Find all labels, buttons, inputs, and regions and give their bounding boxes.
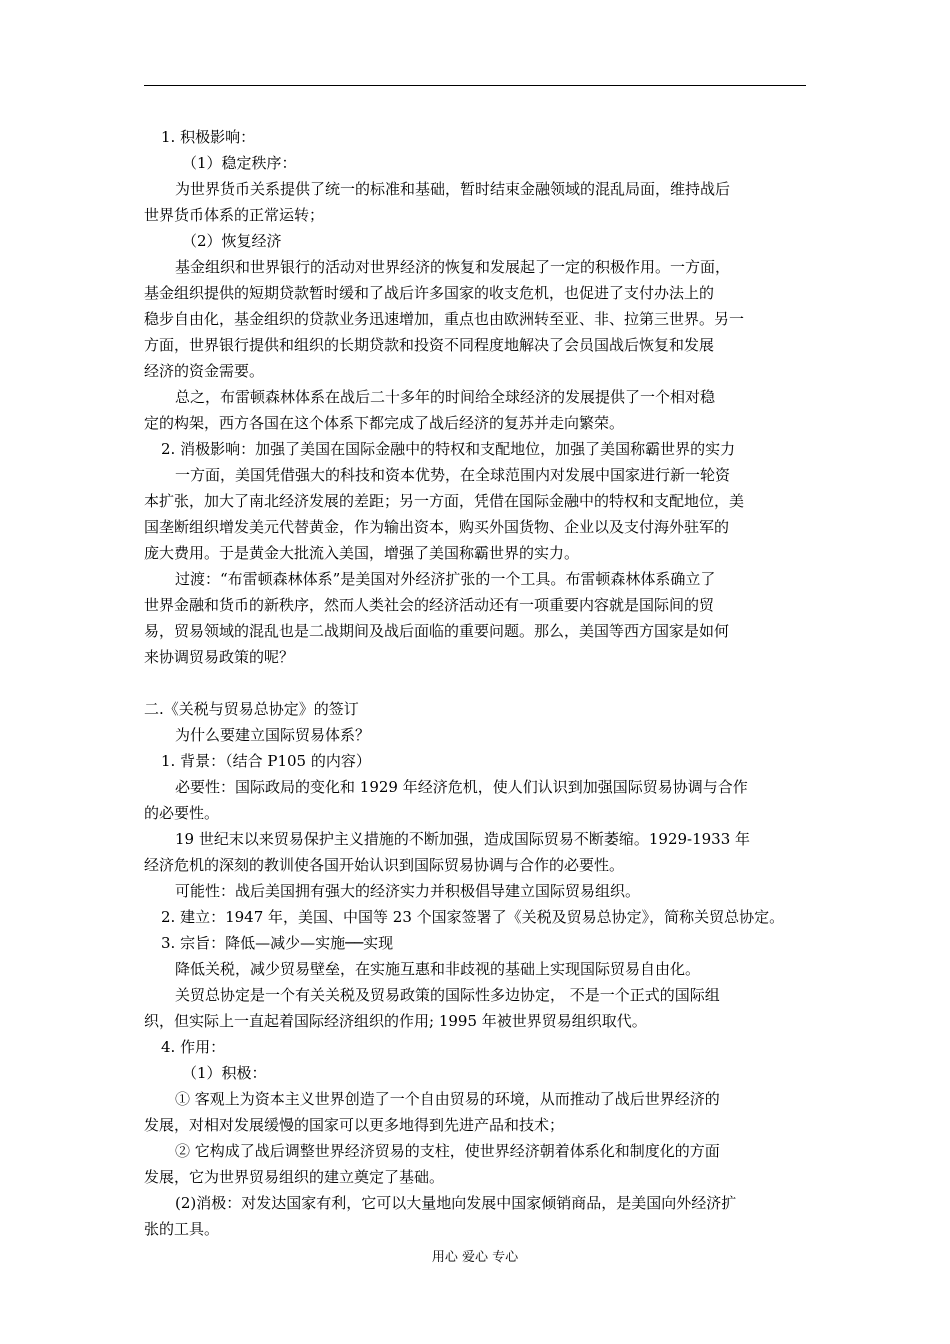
text-line: 世界货币体系的正常运转；: [144, 206, 325, 224]
text-line: ② 它构成了战后调整世界经济贸易的支柱，使世界经济朝着体系化和制度化的方面: [175, 1142, 720, 1160]
text-line: 为什么要建立国际贸易体系？: [175, 726, 371, 744]
text-line: 二.《关税与贸易总协定》的签订: [144, 700, 359, 718]
text-line: 1. 背景：（结合 P105 的内容）: [161, 752, 371, 770]
text-line: 方面，世界银行提供和组织的长期贷款和投资不同程度地解决了会员国战后恢复和发展: [144, 336, 715, 354]
header-rule: [144, 85, 806, 86]
text-line: 为世界货币关系提供了统一的标准和基础，暂时结束金融领域的混乱局面，维持战后: [175, 180, 731, 198]
text-line: 织，但实际上一直起着国际经济组织的作用; 1995 年被世界贸易组织取代。: [144, 1012, 647, 1030]
text-line: 基金组织和世界银行的活动对世界经济的恢复和发展起了一定的积极作用。一方面，: [175, 258, 731, 276]
text-line: 本扩张，加大了南北经济发展的差距；另一方面，凭借在国际金融中的特权和支配地位，美: [144, 492, 745, 510]
text-line: 国垄断组织增发美元代替黄金，作为输出资本，购买外国货物、企业以及支付海外驻军的: [144, 518, 730, 536]
text-line: 关贸总协定是一个有关关税及贸易政策的国际性多边协定， 不是一个正式的国际组: [175, 986, 720, 1004]
text-line: 张的工具。: [144, 1220, 220, 1238]
text-line: 庞大费用。于是黄金大批流入美国，增强了美国称霸世界的实力。: [144, 544, 580, 562]
text-line: （1）稳定秩序：: [182, 154, 297, 172]
text-line: 一方面，美国凭借强大的科技和资本优势，在全球范围内对发展中国家进行新一轮资: [175, 466, 731, 484]
text-line: 经济的资金需要。: [144, 362, 265, 380]
text-line: 必要性：国际政局的变化和 1929 年经济危机，使人们认识到加强国际贸易协调与合作: [175, 778, 748, 796]
text-line: 经济危机的深刻的教训使各国开始认识到国际贸易协调与合作的必要性。: [144, 856, 625, 874]
text-line: （2）恢复经济: [182, 232, 282, 250]
document-body: [144, 124, 804, 1242]
text-line: 总之，布雷顿森林体系在战后二十多年的时间给全球经济的发展提供了一个相对稳: [175, 388, 716, 406]
text-line: 易，贸易领域的混乱也是二战期间及战后面临的重要问题。那么，美国等西方国家是如何: [144, 622, 730, 640]
text-line: 3. 宗旨：降低—减少—实施──实现: [161, 934, 394, 952]
text-line: 2. 消极影响：加强了美国在国际金融中的特权和支配地位，加强了美国称霸世界的实力: [161, 440, 736, 458]
text-line: 来协调贸易政策的呢？: [144, 648, 295, 666]
text-line: 4. 作用：: [161, 1038, 226, 1056]
text-line: 1. 积极影响：: [161, 128, 256, 146]
text-line: 基金组织提供的短期贷款暂时缓和了战后许多国家的收支危机，也促进了支付办法上的: [144, 284, 715, 302]
text-line: 降低关税，减少贸易壁垒，在实施互惠和非歧视的基础上实现国际贸易自由化。: [175, 960, 701, 978]
text-line: ① 客观上为资本主义世界创造了一个自由贸易的环境，从而推动了战后世界经济的: [175, 1090, 720, 1108]
text-line: 稳步自由化，基金组织的贷款业务迅速增加，重点也由欧洲转至亚、非、拉第三世界。另一: [144, 310, 745, 328]
text-line: 的必要性。: [144, 804, 220, 822]
text-line: 发展，它为世界贸易组织的建立奠定了基础。: [144, 1168, 445, 1186]
text-line: 2. 建立：1947 年，美国、中国等 23 个国家签署了《关税及贸易总协定》，简称关贸总协定。: [161, 908, 785, 926]
text-line: 19 世纪末以来贸易保护主义措施的不断加强，造成国际贸易不断萎缩。1929-1933 年: [175, 830, 751, 848]
text-line: 过渡：“布雷顿森林体系”是美国对外经济扩张的一个工具。布雷顿森林体系确立了: [175, 570, 716, 588]
text-line: 世界金融和货币的新秩序，然而人类社会的经济活动还有一项重要内容就是国际间的贸: [144, 596, 715, 614]
text-line: 发展，对相对发展缓慢的国家可以更多地得到先进产品和技术；: [144, 1116, 565, 1134]
page-footer: 用心 爱心 专心: [431, 1250, 519, 1265]
text-line: （1）积极：: [182, 1064, 267, 1082]
blank-line: [144, 670, 804, 696]
text-line: 定的构架，西方各国在这个体系下都完成了战后经济的复苏并走向繁荣。: [144, 414, 625, 432]
text-line: 可能性：战后美国拥有强大的经济实力并积极倡导建立国际贸易组织。: [175, 882, 641, 900]
text-line: (2)消极：对发达国家有利，它可以大量地向发展中国家倾销商品，是美国向外经济扩: [175, 1194, 737, 1212]
